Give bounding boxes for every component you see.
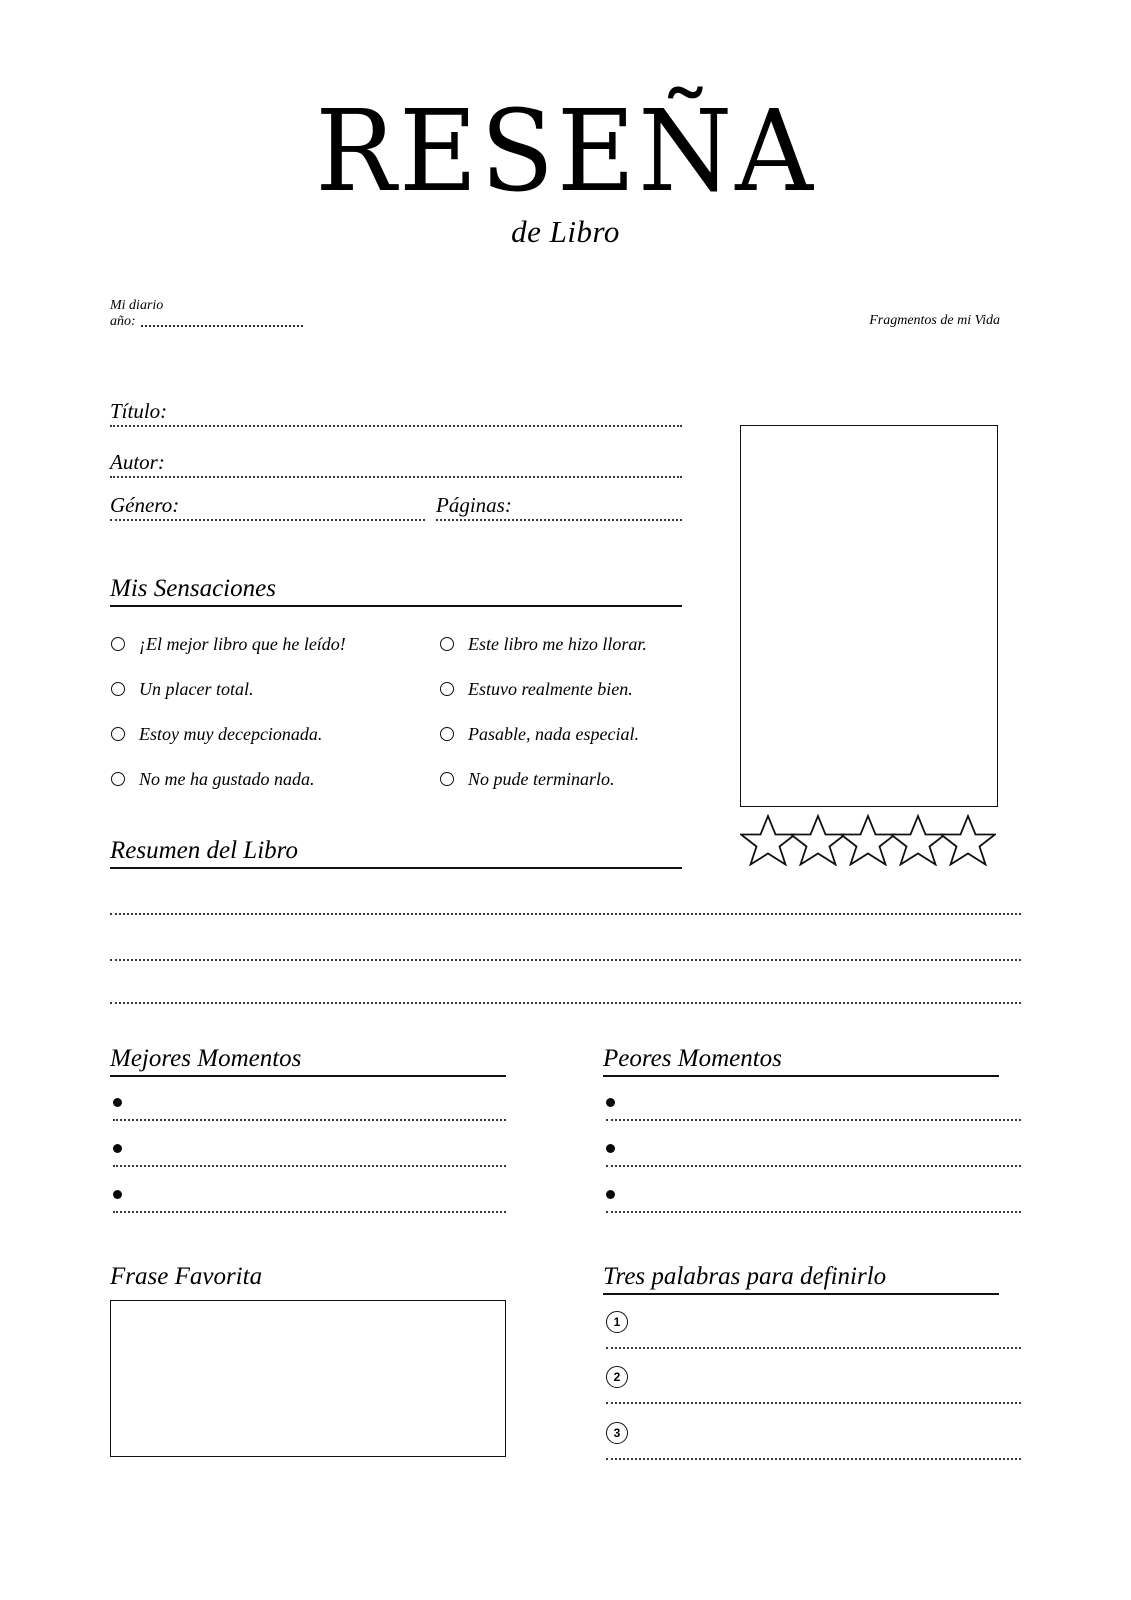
header-right-tagline: Fragmentos de mi Vida [869, 313, 1000, 328]
star-icon[interactable] [840, 814, 896, 866]
star-rating[interactable] [740, 813, 998, 867]
star-icon[interactable] [940, 814, 996, 866]
radio-icon[interactable] [440, 637, 454, 651]
bullet-icon [113, 1190, 122, 1199]
year-input-line[interactable] [141, 325, 303, 327]
peores-item-2-line[interactable] [606, 1165, 1021, 1167]
option-sensacion-5[interactable] [440, 635, 647, 653]
field-titulo[interactable] [110, 398, 682, 427]
resumen-line-1[interactable] [110, 913, 1021, 915]
option-label: Un placer total. [139, 679, 254, 699]
peores-item-3-line[interactable] [606, 1211, 1021, 1213]
mejores-item-3-line[interactable] [113, 1211, 506, 1213]
option-sensacion-3[interactable] [111, 725, 322, 743]
section-rule-peores [603, 1075, 999, 1077]
field-autor-label: Autor: [110, 450, 165, 474]
section-heading-peores: Peores Momentos [603, 1045, 782, 1072]
field-paginas-label: Páginas: [436, 493, 512, 517]
year-label: año: [110, 314, 136, 330]
frase-favorita-textarea[interactable] [110, 1300, 506, 1457]
mejores-item-2-line[interactable] [113, 1165, 506, 1167]
page-title: RESEÑA [315, 87, 816, 217]
year-field[interactable] [110, 314, 303, 330]
star-icon[interactable] [740, 814, 796, 866]
diary-label: Mi diario [110, 298, 164, 313]
bullet-icon [606, 1190, 615, 1199]
radio-icon[interactable] [440, 772, 454, 786]
radio-icon[interactable] [111, 682, 125, 696]
option-sensacion-2[interactable] [111, 680, 254, 698]
field-titulo-label: Título: [110, 399, 168, 423]
option-sensacion-7[interactable] [440, 725, 639, 743]
section-heading-resumen: Resumen del Libro [110, 837, 298, 864]
radio-icon[interactable] [111, 727, 125, 741]
section-rule-resumen [110, 867, 682, 869]
option-sensacion-1[interactable] [111, 635, 346, 653]
number-badge-3: 3 [606, 1422, 628, 1444]
radio-icon[interactable] [440, 682, 454, 696]
page-subtitle: de Libro [511, 214, 620, 249]
section-heading-sensaciones: Mis Sensaciones [110, 575, 276, 602]
option-label: Estuvo realmente bien. [468, 679, 633, 699]
radio-icon[interactable] [440, 727, 454, 741]
field-genero-label: Género: [110, 493, 180, 517]
section-heading-frase: Frase Favorita [110, 1263, 263, 1290]
star-icon[interactable] [790, 814, 846, 866]
section-rule-tres-palabras [603, 1293, 999, 1295]
option-sensacion-4[interactable] [111, 770, 315, 788]
option-label: No me ha gustado nada. [139, 769, 315, 789]
option-sensacion-8[interactable] [440, 770, 615, 788]
section-heading-tres-palabras: Tres palabras para definirlo [603, 1263, 887, 1290]
title-block [0, 87, 1131, 250]
mejores-item-1-line[interactable] [113, 1119, 506, 1121]
option-label: No pude terminarlo. [468, 769, 615, 789]
palabra-item-3-line[interactable] [606, 1458, 1021, 1460]
option-label: Pasable, nada especial. [468, 724, 639, 744]
option-label: Estoy muy decepcionada. [139, 724, 323, 744]
book-cover-placeholder[interactable] [740, 425, 998, 807]
palabra-item-1-line[interactable] [606, 1347, 1021, 1349]
bullet-icon [606, 1098, 615, 1107]
resumen-line-2[interactable] [110, 959, 1021, 961]
section-rule-sensaciones [110, 605, 682, 607]
field-genero[interactable] [110, 492, 425, 521]
option-label: Este libro me hizo llorar. [468, 634, 647, 654]
number-badge-1: 1 [606, 1311, 628, 1333]
star-icon[interactable] [890, 814, 946, 866]
field-paginas[interactable] [436, 492, 682, 521]
number-badge-2: 2 [606, 1366, 628, 1388]
resumen-line-3[interactable] [110, 1002, 1021, 1004]
option-sensacion-6[interactable] [440, 680, 633, 698]
field-autor[interactable] [110, 449, 682, 478]
section-rule-mejores [110, 1075, 506, 1077]
bullet-icon [113, 1098, 122, 1107]
radio-icon[interactable] [111, 637, 125, 651]
radio-icon[interactable] [111, 772, 125, 786]
option-label: ¡El mejor libro que he leído! [139, 634, 346, 654]
section-heading-mejores: Mejores Momentos [110, 1045, 302, 1072]
peores-item-1-line[interactable] [606, 1119, 1021, 1121]
bullet-icon [606, 1144, 615, 1153]
bullet-icon [113, 1144, 122, 1153]
header-left [110, 298, 303, 330]
palabra-item-2-line[interactable] [606, 1402, 1021, 1404]
